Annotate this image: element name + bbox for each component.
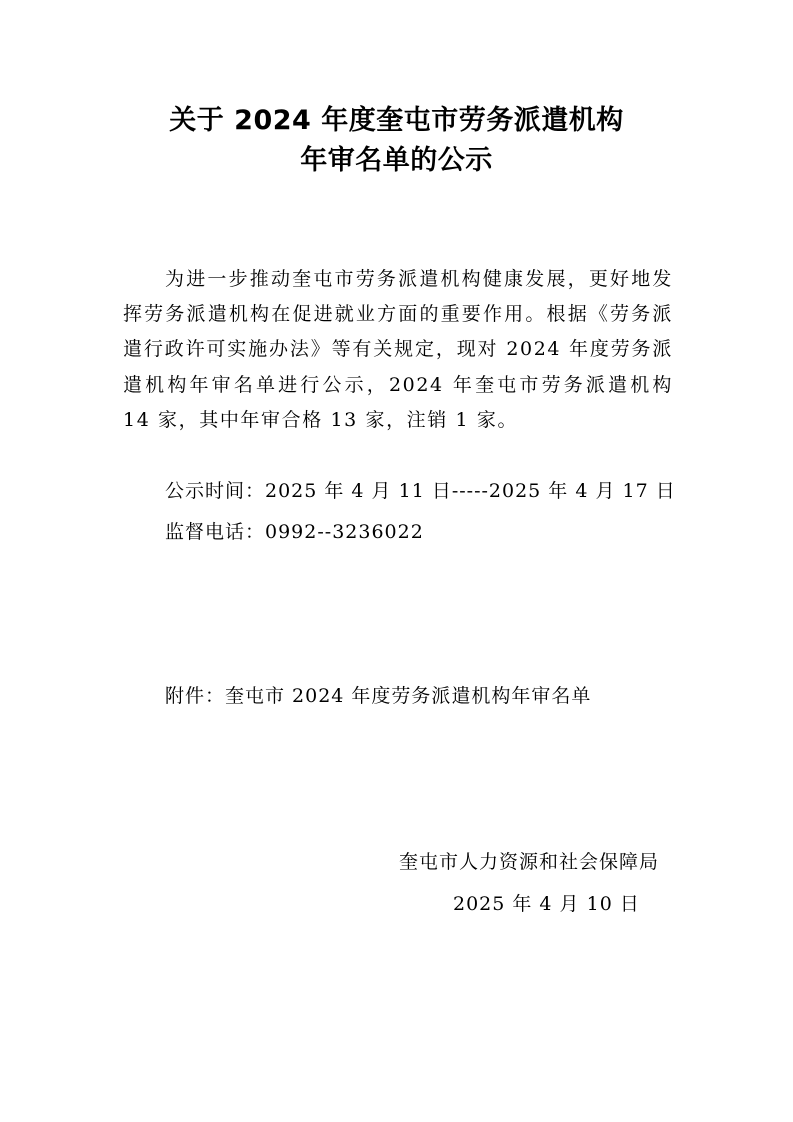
- body-paragraph: 为进一步推动奎屯市劳务派遣机构健康发展，更好地发挥劳务派遣机构在促进就业方面的重要作用。根据《劳务派遣行政许可实施办法》等有关规定，现对 2024 年度劳务派遣机构年审名单进行公示，2024 年奎屯市劳务派遣机构 14 家，其中年审合格 13 家，注销 1 家。: [123, 268, 673, 431]
- document-title-line-1: 关于 2024 年度奎屯市劳务派遣机构: [169, 105, 624, 136]
- supervision-phone: 监督电话：0992--3236022: [165, 521, 424, 543]
- issue-date: 2025 年 4 月 10 日: [453, 893, 640, 915]
- publicity-period: 公示时间：2025 年 4 月 11 日-----2025 年 4 月 17 日: [165, 480, 676, 502]
- issuer-signature: 奎屯市人力资源和社会保障局: [399, 851, 660, 873]
- attachment-note: 附件：奎屯市 2024 年度劳务派遣机构年审名单: [165, 685, 592, 707]
- document-title-line-2: 年审名单的公示: [300, 145, 493, 176]
